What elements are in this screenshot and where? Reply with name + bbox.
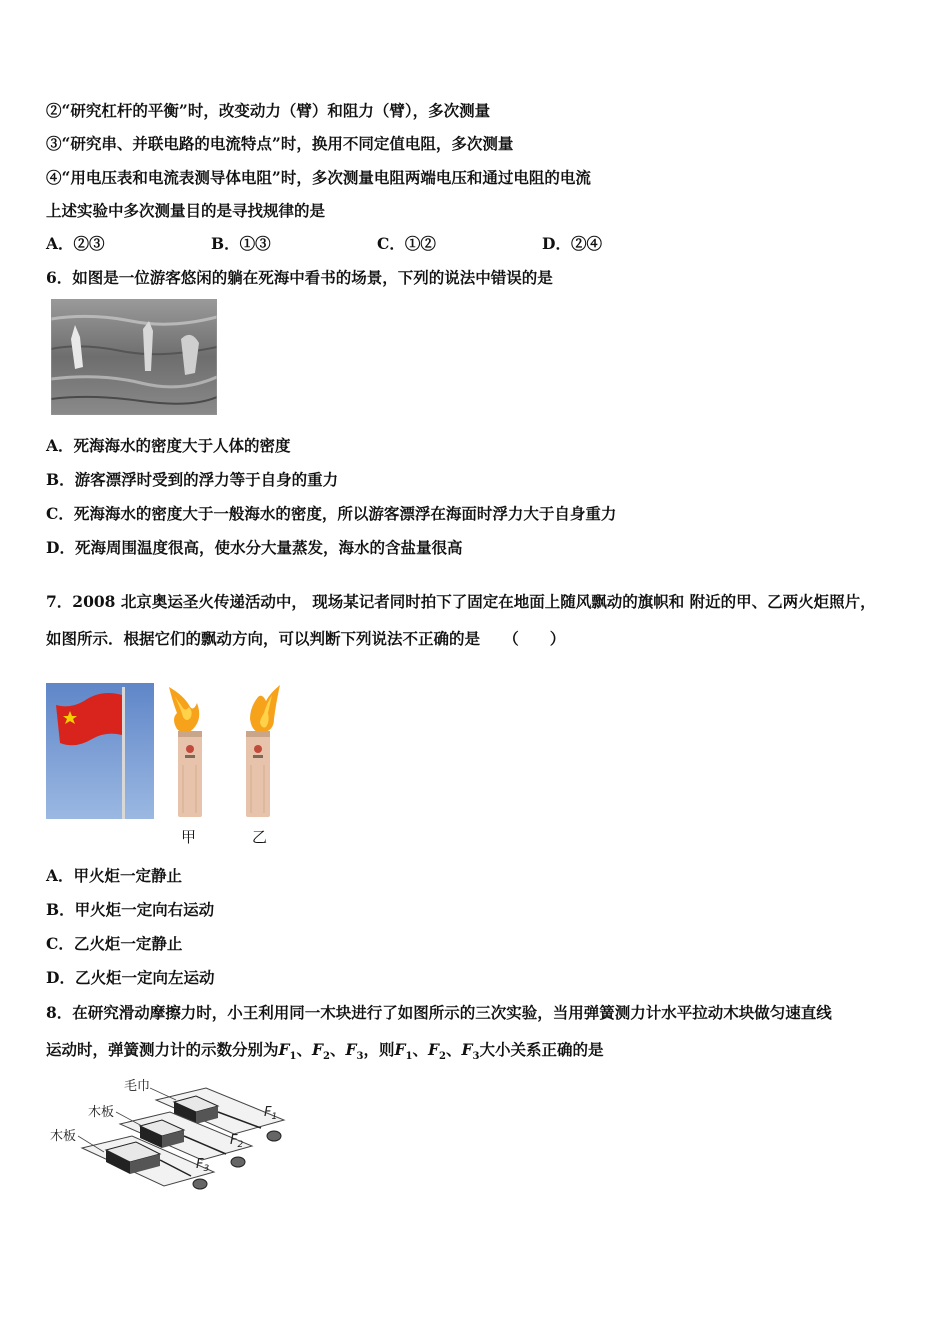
q6-option-c: C．死海海水的密度大于一般海水的密度，所以游客漂浮在海面时浮力大于自身重力 xyxy=(46,504,617,523)
q5-option-b: B．①③ xyxy=(211,234,271,253)
q7-stem-line2: 如图所示．根据它们的飘动方向，可以判断下列说法不正确的是 （ ） xyxy=(46,629,566,648)
q5-item-3: ③“研究串、并联电路的电流特点”时，换用不同定值电阻，多次测量 xyxy=(46,134,514,153)
q5-stem: 上述实验中多次测量目的是寻找规律的是 xyxy=(46,201,326,220)
q7-option-c: C．乙火炬一定静止 xyxy=(46,934,183,953)
q7-option-d: D．乙火炬一定向左运动 xyxy=(46,968,215,987)
label-board-2: 木板 xyxy=(50,1129,77,1144)
q5-option-a: A．②③ xyxy=(46,234,105,253)
friction-experiment-figure xyxy=(46,1076,296,1200)
q6-option-b: B．游客漂浮时受到的浮力等于自身的重力 xyxy=(46,470,339,489)
q5-option-c: C．①② xyxy=(377,234,436,253)
torch-jia xyxy=(163,683,211,817)
torch-yi-caption: 乙 xyxy=(252,828,268,846)
q6-option-d: D．死海周围温度很高，使水分大量蒸发，海水的含盐量很高 xyxy=(46,538,463,557)
dead-sea-photo xyxy=(51,299,217,415)
q8-stem-line2: 运动时，弹簧测力计的示数分别为$F_1$、$F_2$、$F_3$，则$F_1$、$F_2$、$F_3$大小关系正确的是 xyxy=(46,1040,604,1063)
label-board-1: 木板 xyxy=(88,1105,115,1120)
torch-jia-caption: 甲 xyxy=(181,828,197,846)
q7-stem-line1: 7．2008 北京奥运圣火传递活动中， 现场某记者同时拍下了固定在地面上随风飘动的旗帜和 附近的甲、乙两火炬照片， xyxy=(46,592,876,611)
force-f3-label: $F_3$ xyxy=(196,1157,210,1174)
force-f2-label: $F_2$ xyxy=(230,1133,244,1150)
torch-yi xyxy=(236,683,284,817)
q7-option-b: B．甲火炬一定向右运动 xyxy=(46,900,215,919)
force-f1-label: $F_1$ xyxy=(264,1105,278,1122)
q5-option-d: D．②④ xyxy=(542,234,602,253)
q6-stem: 6．如图是一位游客悠闲的躺在死海中看书的场景，下列的说法中错误的是 xyxy=(46,268,553,287)
q7-option-a: A．甲火炬一定静止 xyxy=(46,866,183,885)
q8-stem-line1: 8．在研究滑动摩擦力时，小王利用同一木块进行了如图所示的三次实验，当用弹簧测力计水平拉动木块做匀速直线 xyxy=(46,1003,832,1022)
q6-option-a: A．死海海水的密度大于人体的密度 xyxy=(46,436,291,455)
q5-item-4: ④“用电压表和电流表测导体电阻”时，多次测量电阻两端电压和通过电阻的电流 xyxy=(46,168,591,187)
flag-photo xyxy=(46,683,154,819)
label-towel: 毛巾 xyxy=(124,1079,151,1094)
q5-item-2: ②“研究杠杆的平衡”时，改变动力（臂）和阻力（臂），多次测量 xyxy=(46,101,491,120)
